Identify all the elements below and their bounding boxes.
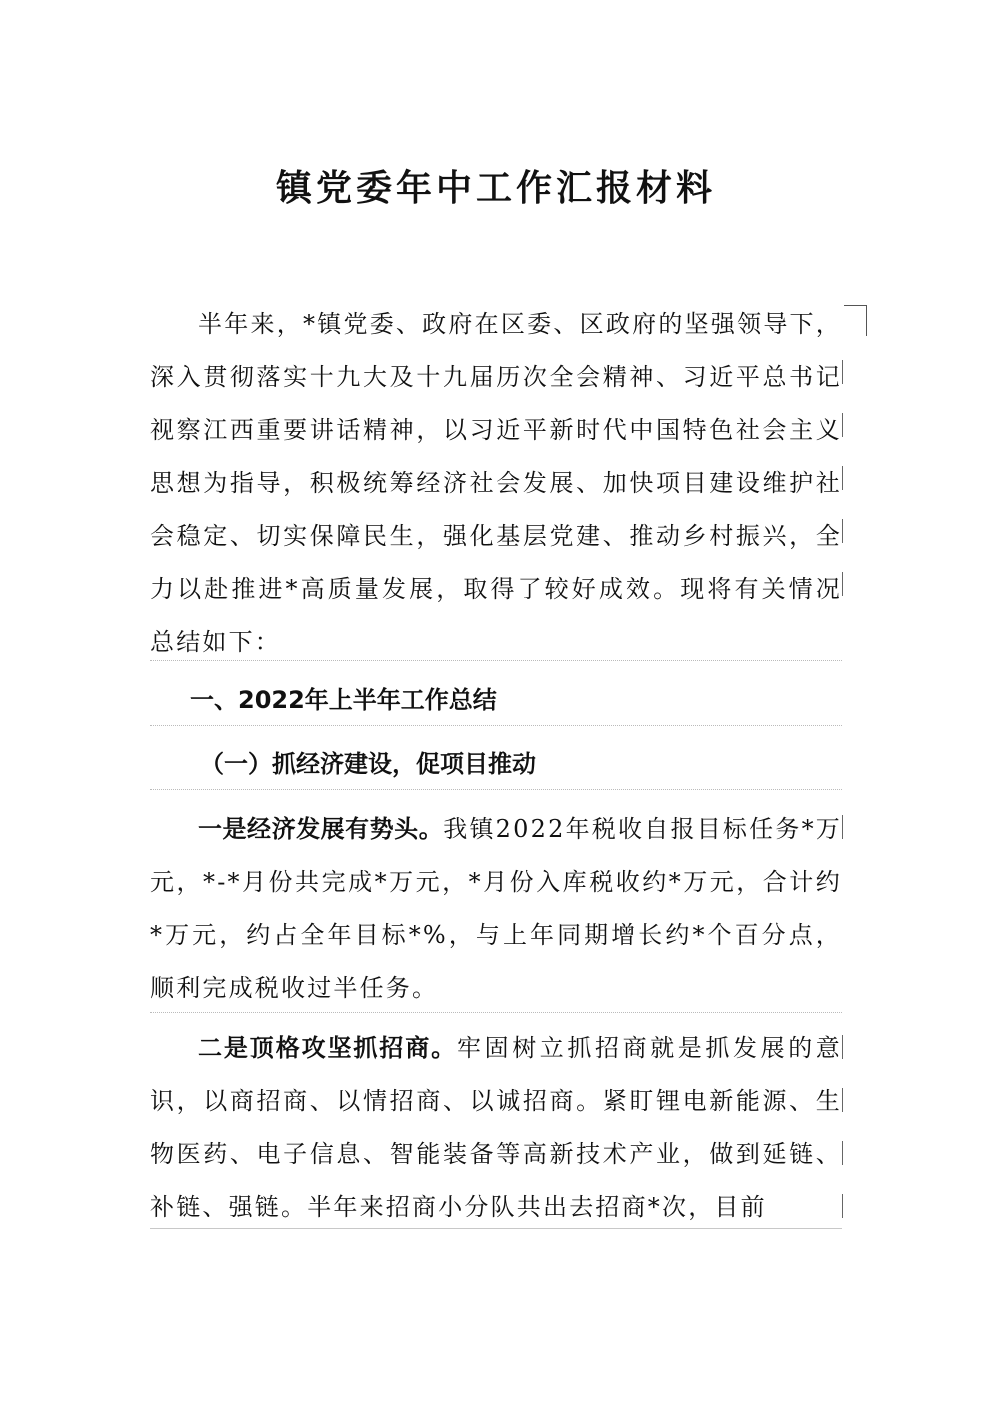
divider-line [150,725,842,726]
margin-bar [842,1035,843,1059]
margin-bar [842,1141,843,1165]
divider-line [150,660,842,661]
divider-line [150,789,842,790]
corner-mark [844,305,867,336]
page-bottom-line [150,1228,842,1229]
margin-bar [842,466,843,490]
paragraph-investment [150,1022,842,1234]
intro-paragraph: 半年来，*镇党委、政府在区委、区政府的坚强领导下，深入贯彻落实十九大及十九届历次全会精神、习近平总书记视察江西重要讲话精神，以习近平新时代中国特色社会主义思想为指导，积极统筹经济社会发展、加快项目建设维护社会稳定、切实保障民生，强化基层党建、推动乡村振兴，全力以赴推进*高质量发展，取得了较好成效。现将有关情况总结如下： [150,310,842,656]
margin-bar [842,519,843,543]
paragraph-body: 牢固树立抓招商就是抓发展的意识，以商招商、以情招商、以诚招商。紧盯锂电新能源、生物医药、电子信息、智能装备等高新技术产业，做到延链、补链、强链。半年来招商小分队共出去招商*次，目前 [150,1034,842,1221]
paragraph-lead: 一是经济发展有势头。 [198,815,444,843]
divider-line [150,1012,842,1013]
margin-bar [842,815,843,839]
margin-bar [842,1194,843,1218]
paragraph-economy [150,803,842,1015]
margin-bar [842,413,843,437]
document-title: 镇党委年中工作汇报材料 [275,167,716,209]
section-heading: 一、2022年上半年工作总结 [190,686,497,714]
margin-bar [842,572,843,596]
paragraph-lead: 二是顶格攻坚抓招商。 [198,1034,457,1062]
subsection-heading: （一）抓经济建设，促项目推动 [200,750,536,778]
margin-bar [842,360,843,384]
paragraph-body: 我镇2022年税收自报目标任务*万元，*-*月份共完成*万元，*月份入库税收约*万元，合计约*万元，约占全年目标*%，与上年同期增长约*个百分点，顺利完成税收过半任务。 [150,815,843,1002]
margin-bar [842,1088,843,1112]
